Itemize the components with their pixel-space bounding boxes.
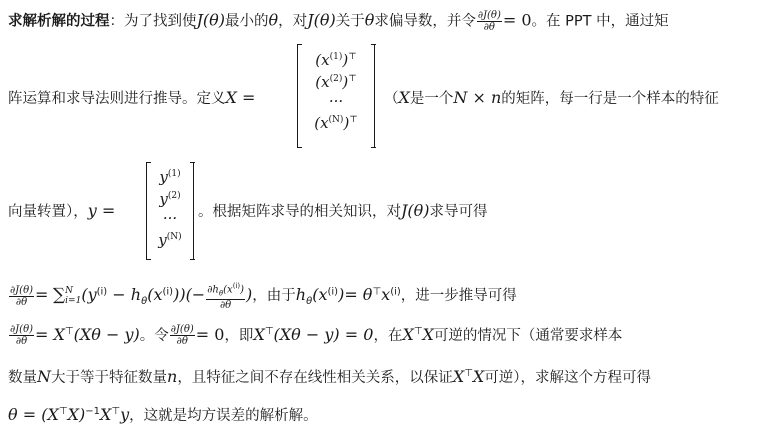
paragraph-line-2-rest: （X是一个N × n的矩阵，每一行是一个样本的特征 [384,88,719,107]
matrix-x [297,44,375,148]
matrix-x-row-1: $(x^{(1)})^⊤$ [315,51,357,69]
partial-fraction: $\frac{\partial J(\theta)}{\partial\theta}$ [477,10,501,33]
paragraph-line-2: 阵运算和求导法则进行推导。定义X = [8,88,256,107]
paragraph-line-3: 向量转置），y = [8,201,116,220]
paragraph-line-5: $\frac{\partial J(\theta)}{\partial\theta}$ = X⊤(Xθ − y)。令 $\frac{\partial J(\theta)}{\partial\theta}$ = 0，即X⊤(Xθ − y) = 0，在X⊤X可逆的情况下（通常要求样本 [10,324,623,348]
matrix-y-row-3: ··· [162,209,178,227]
section-heading: 求解析解的过程 [8,13,110,30]
matrix-y-row-2: $y^{(2)}$ [159,190,181,208]
matrix-y-row-4: $y^{(N)}$ [158,231,182,249]
matrix-y-row-1: $y^{(1)}$ [159,168,181,186]
matrix-x-row-2: $(x^{(2)})^⊤$ [315,73,357,91]
matrix-x-row-4: $(x^{(N)})^⊤$ [314,114,358,132]
matrix-y [146,162,194,260]
paragraph-line-4: $\frac{\partial J(\theta)}{\partial\theta}$ = ∑ N i=1 $(y^{(i)} - h_\theta(x^{(i)}))(-$ $\frac{\partial h_\theta(x^{(i)})}{\partial\theta}$ )，由于$h_\theta(x^{(i)})= \theta^⊤x^{(i)}$，进一步推导可得 [10,282,517,312]
paragraph-line-3-rest: 。根据矩阵求导的相关知识，对J(θ)求导可得 [198,201,488,220]
matrix-x-row-3: ··· [328,92,344,110]
paragraph-line-6: 数量N大于等于特征数量n，且特征之间不存在线性相关关系，以保证X⊤X可逆），求解这个方程可得 [8,366,652,386]
paragraph-line-7: $\theta = (X^⊤X)^{-1}X^⊤y$，这就是均方误差的解析解。 [8,404,318,424]
paragraph-line-1: 求解析解的过程：为了找到使J(θ)最小的θ，对J(θ)关于θ求偏导数，并令 $\frac{\partial J(\theta)}{\partial\theta}$ = 0。在 PPT 中，通过矩 [8,10,669,33]
